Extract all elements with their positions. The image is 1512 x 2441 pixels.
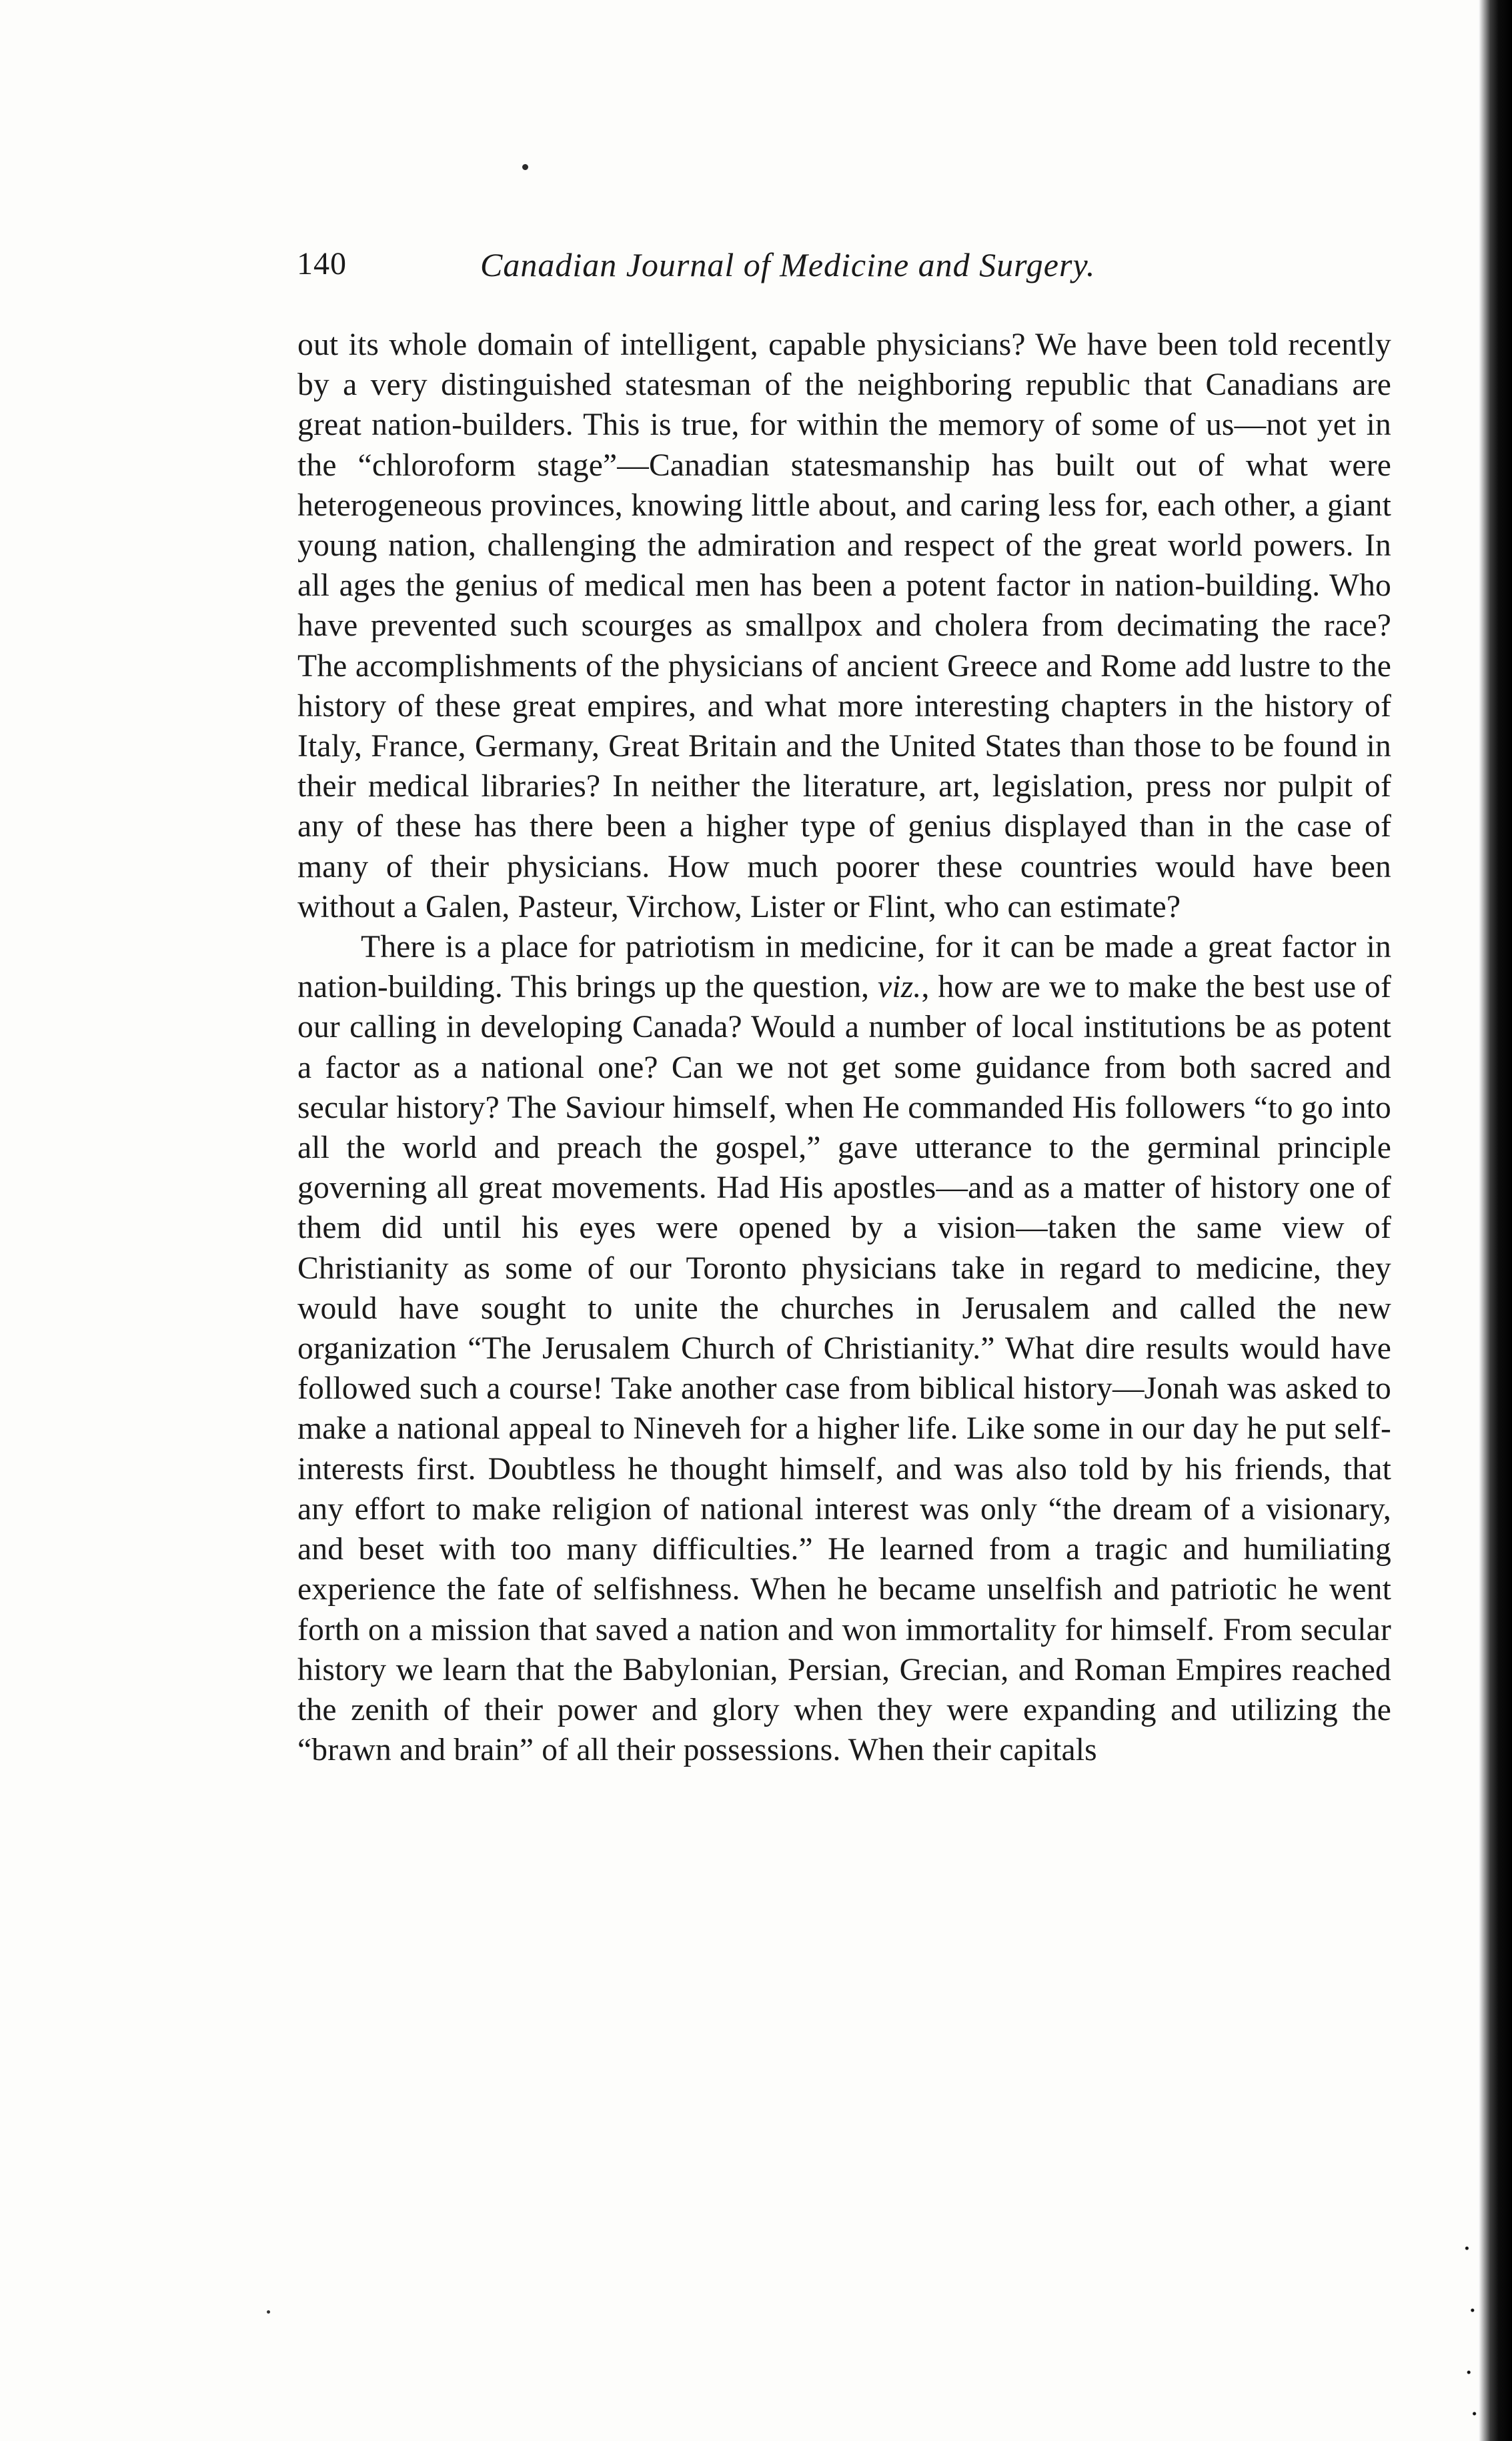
page-number: 140 [297, 246, 347, 281]
page-binding-edge [1479, 0, 1512, 2441]
stray-ink-mark [267, 2310, 270, 2314]
ink-dot [522, 164, 528, 170]
running-title: Canadian Journal of Medicine and Surgery. [480, 246, 1096, 283]
paragraph-1: out its whole domain of intelligent, capable physicians? We have been told recently by a very distinguished statesman of the neighboring republic that Canadians are great nation-builders. This is true, for within the memory of some of us—not yet in the “chloroform stage”—Canadian statesmanship has built out of what were heterogeneous provinces, knowing little about, and caring less for, each other, a giant young nation, challenging the admiration and respect of the great world powers. In all ages the genius of medical men has been a potent factor in nation-building. Who have prevented such scourges as smallpox and cholera from decimating the race? The accomplishments of the physicians of ancient Greece and Rome add lustre to the history of these great empires, and what more interesting chapters in the history of Italy, France, Germany, Great Britain and the United States than those to be found in their medical libraries? In neither the literature, art, legislation, press nor pulpit of any of these has there been a higher type of genius displayed than in the case of many of their physicians. How much poorer these countries would have been without a Galen, Pasteur, Virchow, Lister or Flint, who can estimate? [297, 327, 1391, 924]
page-header [297, 245, 1397, 299]
binding-specks [1461, 2228, 1480, 2434]
paragraph-2 [297, 927, 1391, 1770]
article-body [297, 325, 1391, 1770]
viz-abbreviation: viz. [878, 970, 922, 1005]
paragraph-2-rest: , how are we to make the best use of our calling in developing Canada? Would a number of local institutions be as potent a factor as a national one? Can we not get some guidance from both sacred and secular history? The Saviour himself, when He commanded His followers “to go into all the world and preach the gospel,” gave utterance to the germinal principle governing all great movements. Had His apostles—and as a matter of history one of them did until his eyes were opened by a vision—taken the same view of Christianity as some of our Toronto physicians take in regard to medicine, they would have sought to unite the churches in Jerusalem and called the new organization “The Jerusalem Church of Christianity.” What dire results would have followed such a course! Take another case from biblical history—Jonah was asked to make a national appeal to Nineveh for a higher life. Like some in our day he put self-interests first. Doubtless he thought himself, and was also told by his friends, that any effort to make religion of national interest was only “the dream of a visionary, and beset with too many difficulties.” He learned from a tragic and humiliating experience the fate of selfishness. When he became unselfish and patriotic he went forth on a mission that saved a nation and won immortality for himself. From secular history we learn that the Babylonian, Persian, Grecian, and Roman Empires reached the zenith of their power and glory when they were expanding and utilizing the “brawn and brain” of all their possessions. When their capitals [297, 970, 1391, 1768]
paragraph-2-start: There is a place for patriotism in medicine, for it can be made a great factor in nation-building. This brings up the question, [297, 930, 1391, 1005]
